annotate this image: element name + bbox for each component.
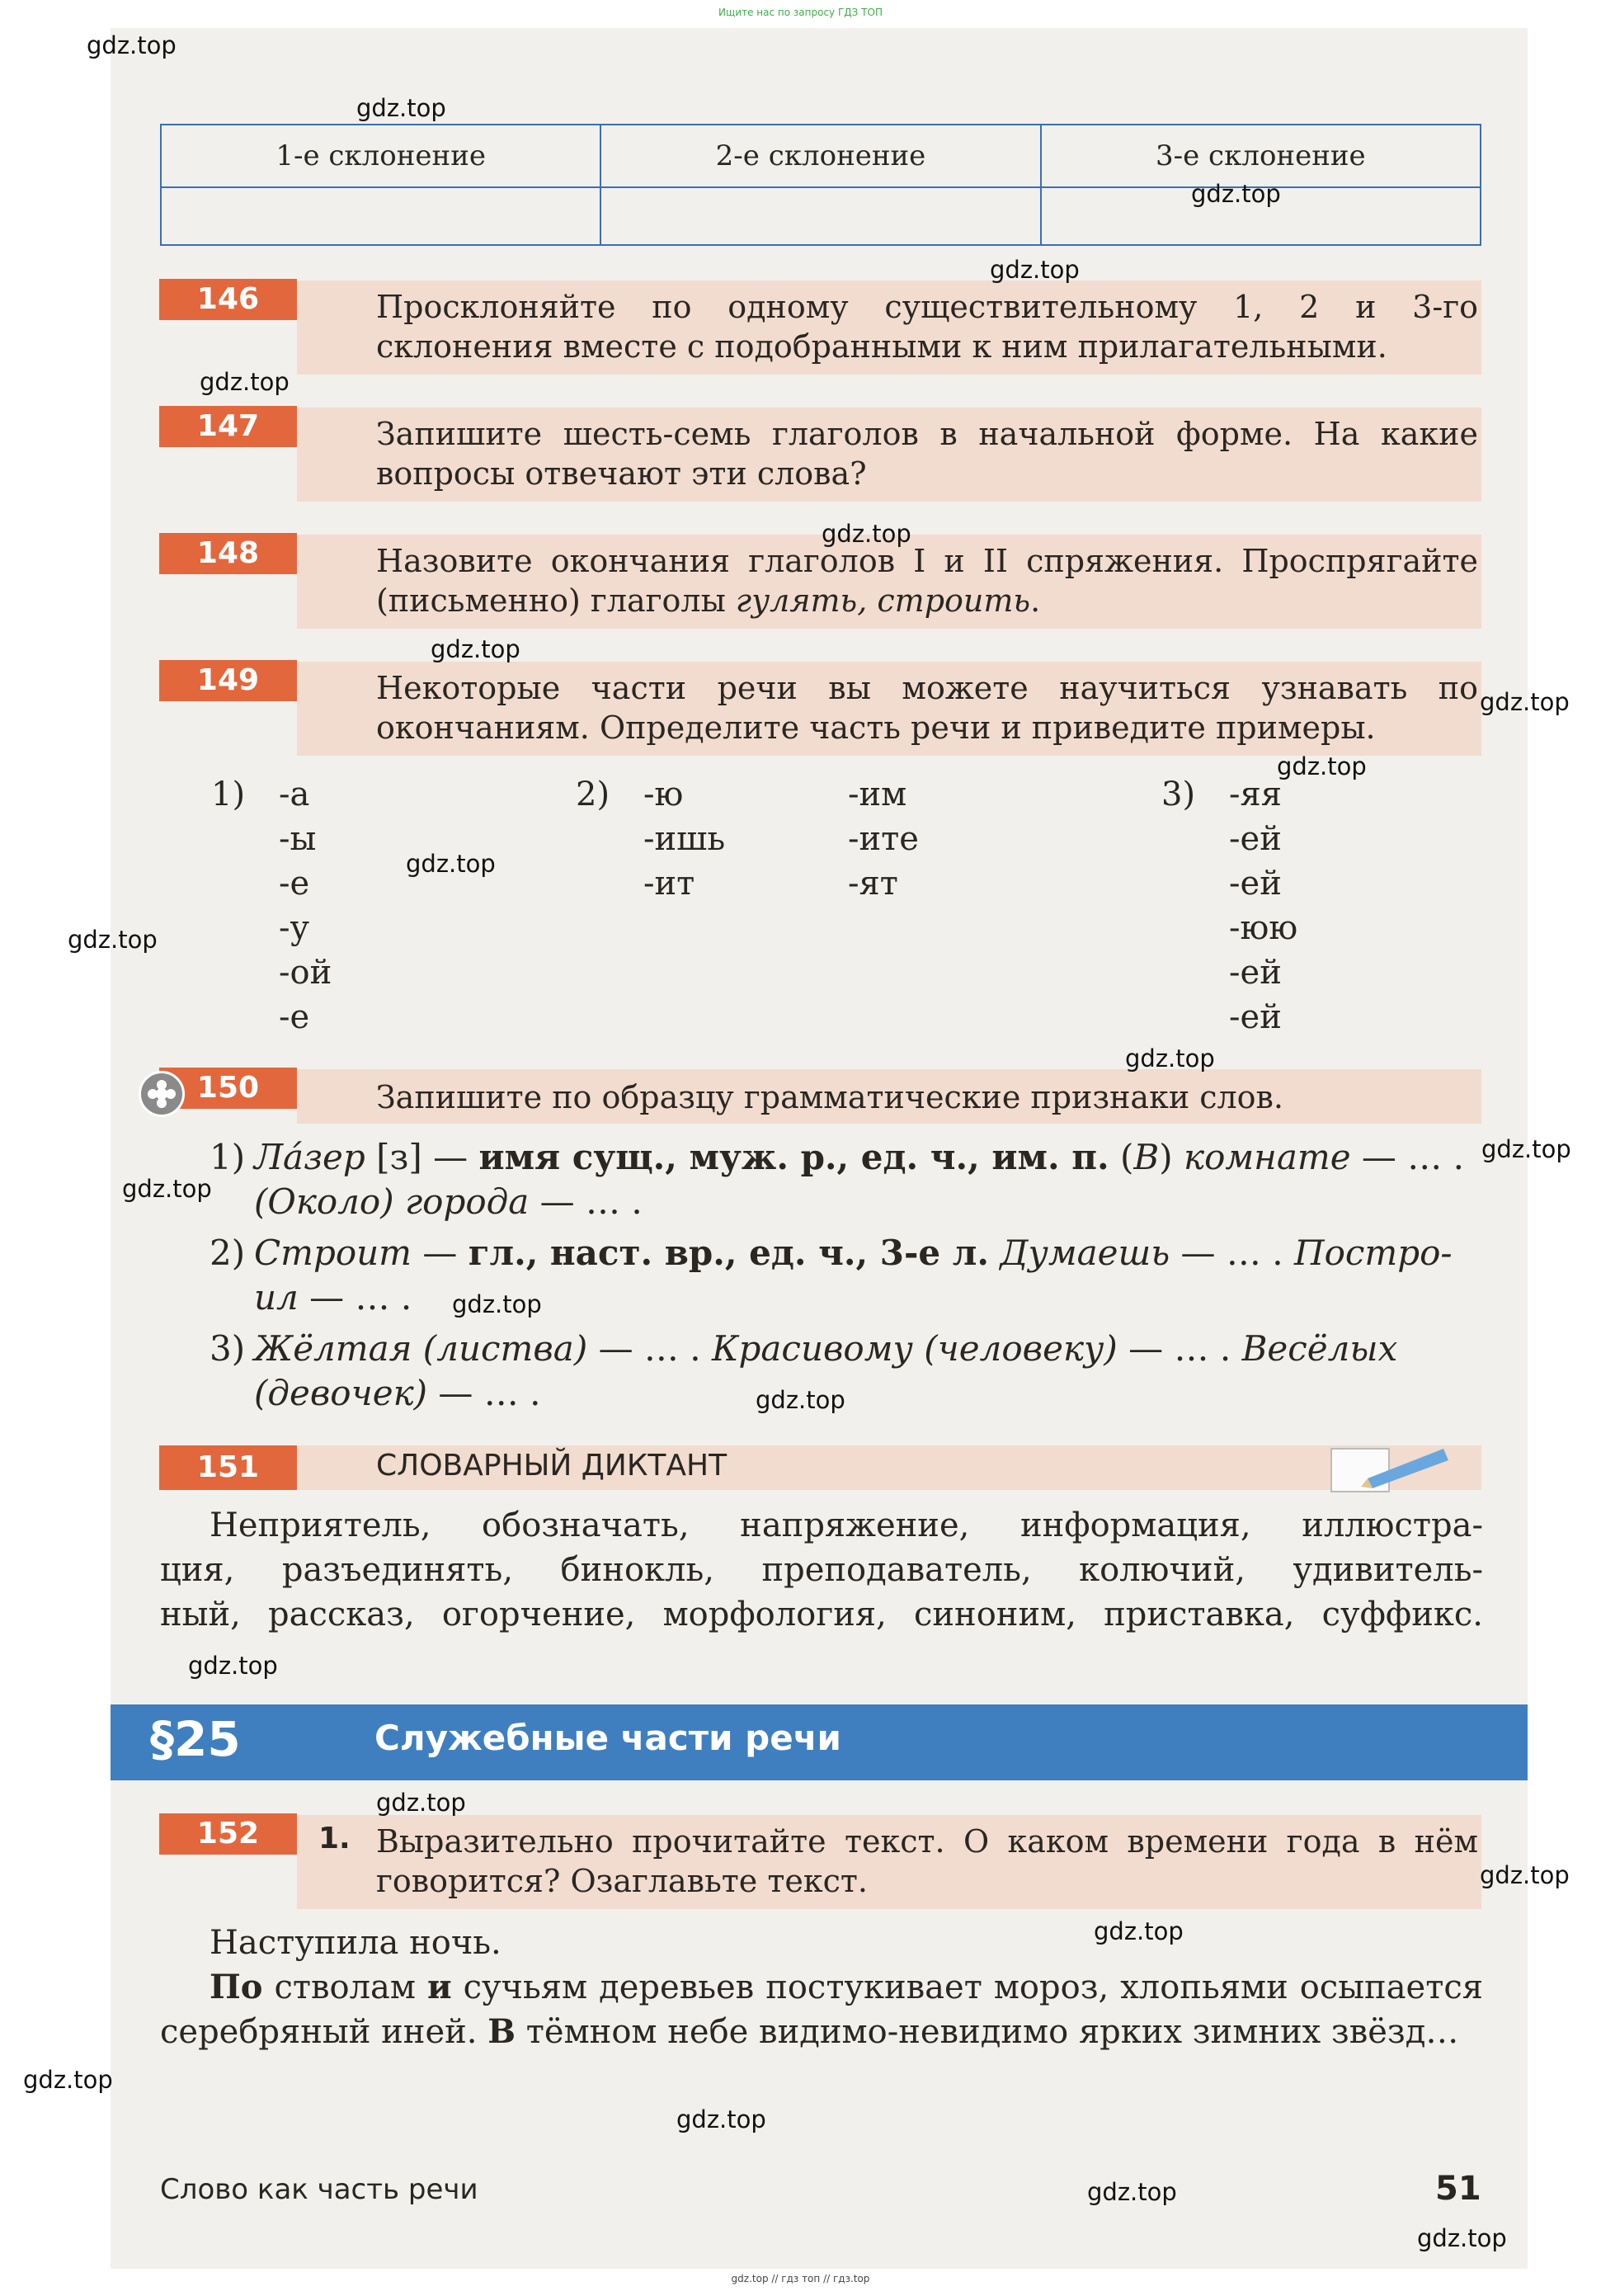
ex2-text: — … .: [298, 1277, 412, 1318]
watermark-link[interactable]: gdz.top: [822, 520, 911, 548]
ex2-word: Строит: [254, 1233, 412, 1273]
ending-item: -ей: [1229, 865, 1282, 903]
creative-task-icon: [139, 1071, 185, 1117]
group-3-label: 3): [1161, 776, 1196, 813]
story-bold: и: [426, 1968, 452, 2006]
task-number-151: 151: [159, 1445, 297, 1490]
table-cell-empty: [161, 187, 600, 245]
ex3-word: Красивому (человеку): [711, 1328, 1118, 1369]
ending-item: -яя: [1229, 776, 1282, 813]
task-number-147: 147: [159, 406, 297, 447]
ex3-text: — … .: [1117, 1328, 1242, 1369]
ex1-word: В: [1133, 1137, 1160, 1177]
watermark-link[interactable]: gdz.top: [356, 94, 446, 122]
example-2-line-2: [254, 1275, 412, 1320]
example-3-line-2: [254, 1371, 540, 1416]
ending-item: -ю: [643, 776, 684, 813]
ex2-word: Думаешь: [1000, 1233, 1170, 1273]
task-text-152: Выразительно прочитайте текст. О каком времени года в нём говорится? Озаглавьте текст.: [376, 1823, 1478, 1899]
watermark-link[interactable]: gdz.top: [68, 926, 158, 954]
story-bold: В: [487, 2012, 516, 2051]
story-text: тёмном небе видимо-невидимо ярких зимних звёзд…: [516, 2013, 1459, 2051]
ex3-word: (девочек): [254, 1373, 428, 1413]
ending-item: -юю: [1229, 909, 1298, 947]
task-text-148: [376, 541, 1478, 620]
watermark-link[interactable]: gdz.top: [452, 1290, 542, 1318]
watermark-link[interactable]: gdz.top: [122, 1175, 212, 1203]
task-number-146: 146: [159, 279, 297, 320]
example-1-line-1: [254, 1135, 1483, 1180]
section-title: Служебные части речи: [374, 1718, 841, 1758]
ex1-word: (Около) города: [254, 1181, 530, 1222]
ending-item: -ишь: [643, 820, 726, 858]
pencil-icon: [1328, 1437, 1452, 1495]
ex1-word: Ла́зер: [254, 1137, 365, 1177]
task-148-end: .: [1030, 582, 1041, 619]
watermark-link[interactable]: gdz.top: [376, 1789, 466, 1817]
ex3-text: — … .: [427, 1373, 541, 1413]
ending-item: -ей: [1229, 820, 1282, 858]
ex2-text: —: [412, 1233, 469, 1273]
story-bold: По: [210, 1968, 263, 2006]
table-cell-empty: [600, 187, 1040, 245]
ex2-word: ил: [254, 1277, 299, 1318]
example-2-label: 2): [210, 1233, 246, 1273]
bottom-watermark-banner[interactable]: gdz.top // гдз топ // гдз.top: [731, 2273, 870, 2284]
task-number-149: 149: [159, 660, 297, 701]
page-number: 51: [1435, 2170, 1481, 2208]
task-148-plain: Назовите окончания глаголов I и II спряжения. Проспрягайте (письменно) глаголы: [376, 543, 1478, 619]
task-number-150: 150: [159, 1068, 297, 1109]
ending-item: -у: [279, 909, 310, 947]
top-watermark-banner[interactable]: Ищите нас по запросу ГДЗ ТОП: [718, 7, 883, 18]
watermark-link[interactable]: gdz.top: [23, 2066, 113, 2094]
watermark-link[interactable]: gdz.top: [1087, 2178, 1177, 2206]
watermark-link[interactable]: gdz.top: [1481, 1135, 1571, 1163]
task-text-146: Просклоняйте по одному существительному 1, 2 и 3-го склонения вместе с подобранными к ним прилагательными.: [376, 289, 1478, 365]
ending-item: -им: [848, 776, 907, 813]
ex2-features: гл., наст. вр., ед. ч., 3-е л.: [468, 1233, 989, 1273]
ex3-text: — … .: [587, 1328, 712, 1369]
task-text-147: Запишите шесть-семь глаголов в начальной форме. На какие вопросы отвечают эти слова?: [376, 416, 1478, 492]
task-number-148: 148: [159, 533, 297, 574]
watermark-link[interactable]: gdz.top: [1125, 1044, 1215, 1073]
ex1-word: комнате: [1183, 1137, 1351, 1177]
watermark-link[interactable]: gdz.top: [756, 1386, 845, 1414]
dictation-line-1: Неприятель, обозначать, напряжение, информация, иллюстра-: [210, 1506, 1483, 1544]
task-text-149: Некоторые части речи вы можете научиться узнавать по окончаниям. Определите часть речи и приведите примеры.: [376, 670, 1478, 746]
flower-icon: [141, 1073, 182, 1115]
table-header-2: 2-е склонение: [600, 125, 1040, 187]
dictation-title: СЛОВАРНЫЙ ДИКТАНТ: [376, 1449, 728, 1483]
ending-item: -ы: [279, 820, 317, 858]
watermark-link[interactable]: gdz.top: [676, 2105, 766, 2133]
ex3-word: Весёлых: [1241, 1328, 1398, 1369]
watermark-link[interactable]: gdz.top: [1191, 180, 1281, 208]
example-3-label: 3): [210, 1328, 246, 1369]
ending-item: -ят: [848, 865, 898, 903]
ending-item: -а: [279, 776, 310, 813]
watermark-link[interactable]: gdz.top: [200, 368, 290, 396]
ex1-text: ): [1159, 1137, 1184, 1177]
watermark-link[interactable]: gdz.top: [87, 31, 177, 59]
task-152-step: 1.: [318, 1822, 351, 1855]
watermark-link[interactable]: gdz.top: [431, 635, 520, 663]
ex2-text: [989, 1233, 1000, 1273]
story-paragraph: [160, 1965, 1483, 2054]
ex1-text: [з] —: [365, 1137, 479, 1177]
watermark-link[interactable]: gdz.top: [1094, 1917, 1184, 1945]
example-1-line-2: [254, 1180, 643, 1224]
story-line-1: Наступила ночь.: [210, 1924, 501, 1962]
ex2-text: — … .: [1170, 1233, 1294, 1273]
task-number-152: 152: [159, 1813, 297, 1855]
table-header-3: 3-е склонение: [1041, 125, 1481, 187]
section-number: §25: [150, 1711, 241, 1767]
ending-item: -е: [279, 865, 310, 903]
ending-item: -ой: [279, 954, 332, 992]
ex1-text: — … .: [529, 1181, 643, 1222]
example-3-line-1: [254, 1327, 1483, 1371]
example-1-label: 1): [210, 1137, 246, 1177]
ex2-word: Постро-: [1293, 1233, 1453, 1273]
dictation-line-2: ция, разъединять, бинокль, преподаватель, колючий, удивитель-: [160, 1551, 1483, 1589]
watermark-link[interactable]: gdz.top: [1277, 752, 1367, 780]
table-header-1: 1-е склонение: [161, 125, 600, 187]
example-2-line-1: [254, 1231, 1483, 1275]
ending-item: -ите: [848, 820, 919, 858]
task-text-150: Запишите по образцу грамматические признаки слов.: [376, 1079, 1284, 1115]
task-148-verbs: гулять, строить: [735, 582, 1031, 619]
ex1-text: (: [1109, 1137, 1134, 1177]
story-text: стволам: [262, 1968, 427, 2006]
ending-item: -ит: [643, 865, 695, 903]
ending-item: -ей: [1229, 954, 1282, 992]
watermark-link[interactable]: gdz.top: [188, 1652, 278, 1680]
ex3-word: Жёлтая (листва): [254, 1328, 588, 1369]
footer-chapter-title: Слово как часть речи: [160, 2173, 478, 2206]
watermark-link[interactable]: gdz.top: [990, 256, 1080, 284]
dictation-line-3: ный, рассказ, огорчение, морфология, синоним, приставка, суффикс.: [160, 1596, 1483, 1634]
watermark-link[interactable]: gdz.top: [1417, 2224, 1507, 2252]
declension-table: [160, 124, 1481, 246]
watermark-link[interactable]: gdz.top: [1480, 1861, 1570, 1889]
group-1-label: 1): [211, 776, 246, 813]
ex1-features: имя сущ., муж. р., ед. ч., им. п.: [478, 1137, 1109, 1177]
watermark-link[interactable]: gdz.top: [1480, 688, 1570, 716]
story-text: сучьям деревьев постукивает мороз, хлопьями осыпается серебряный иней.: [160, 1968, 1483, 2051]
ex1-text: — … .: [1350, 1137, 1464, 1177]
ending-item: -е: [279, 998, 310, 1036]
group-2-label: 2): [576, 776, 610, 813]
ending-item: -ей: [1229, 998, 1282, 1036]
watermark-link[interactable]: gdz.top: [406, 850, 496, 878]
